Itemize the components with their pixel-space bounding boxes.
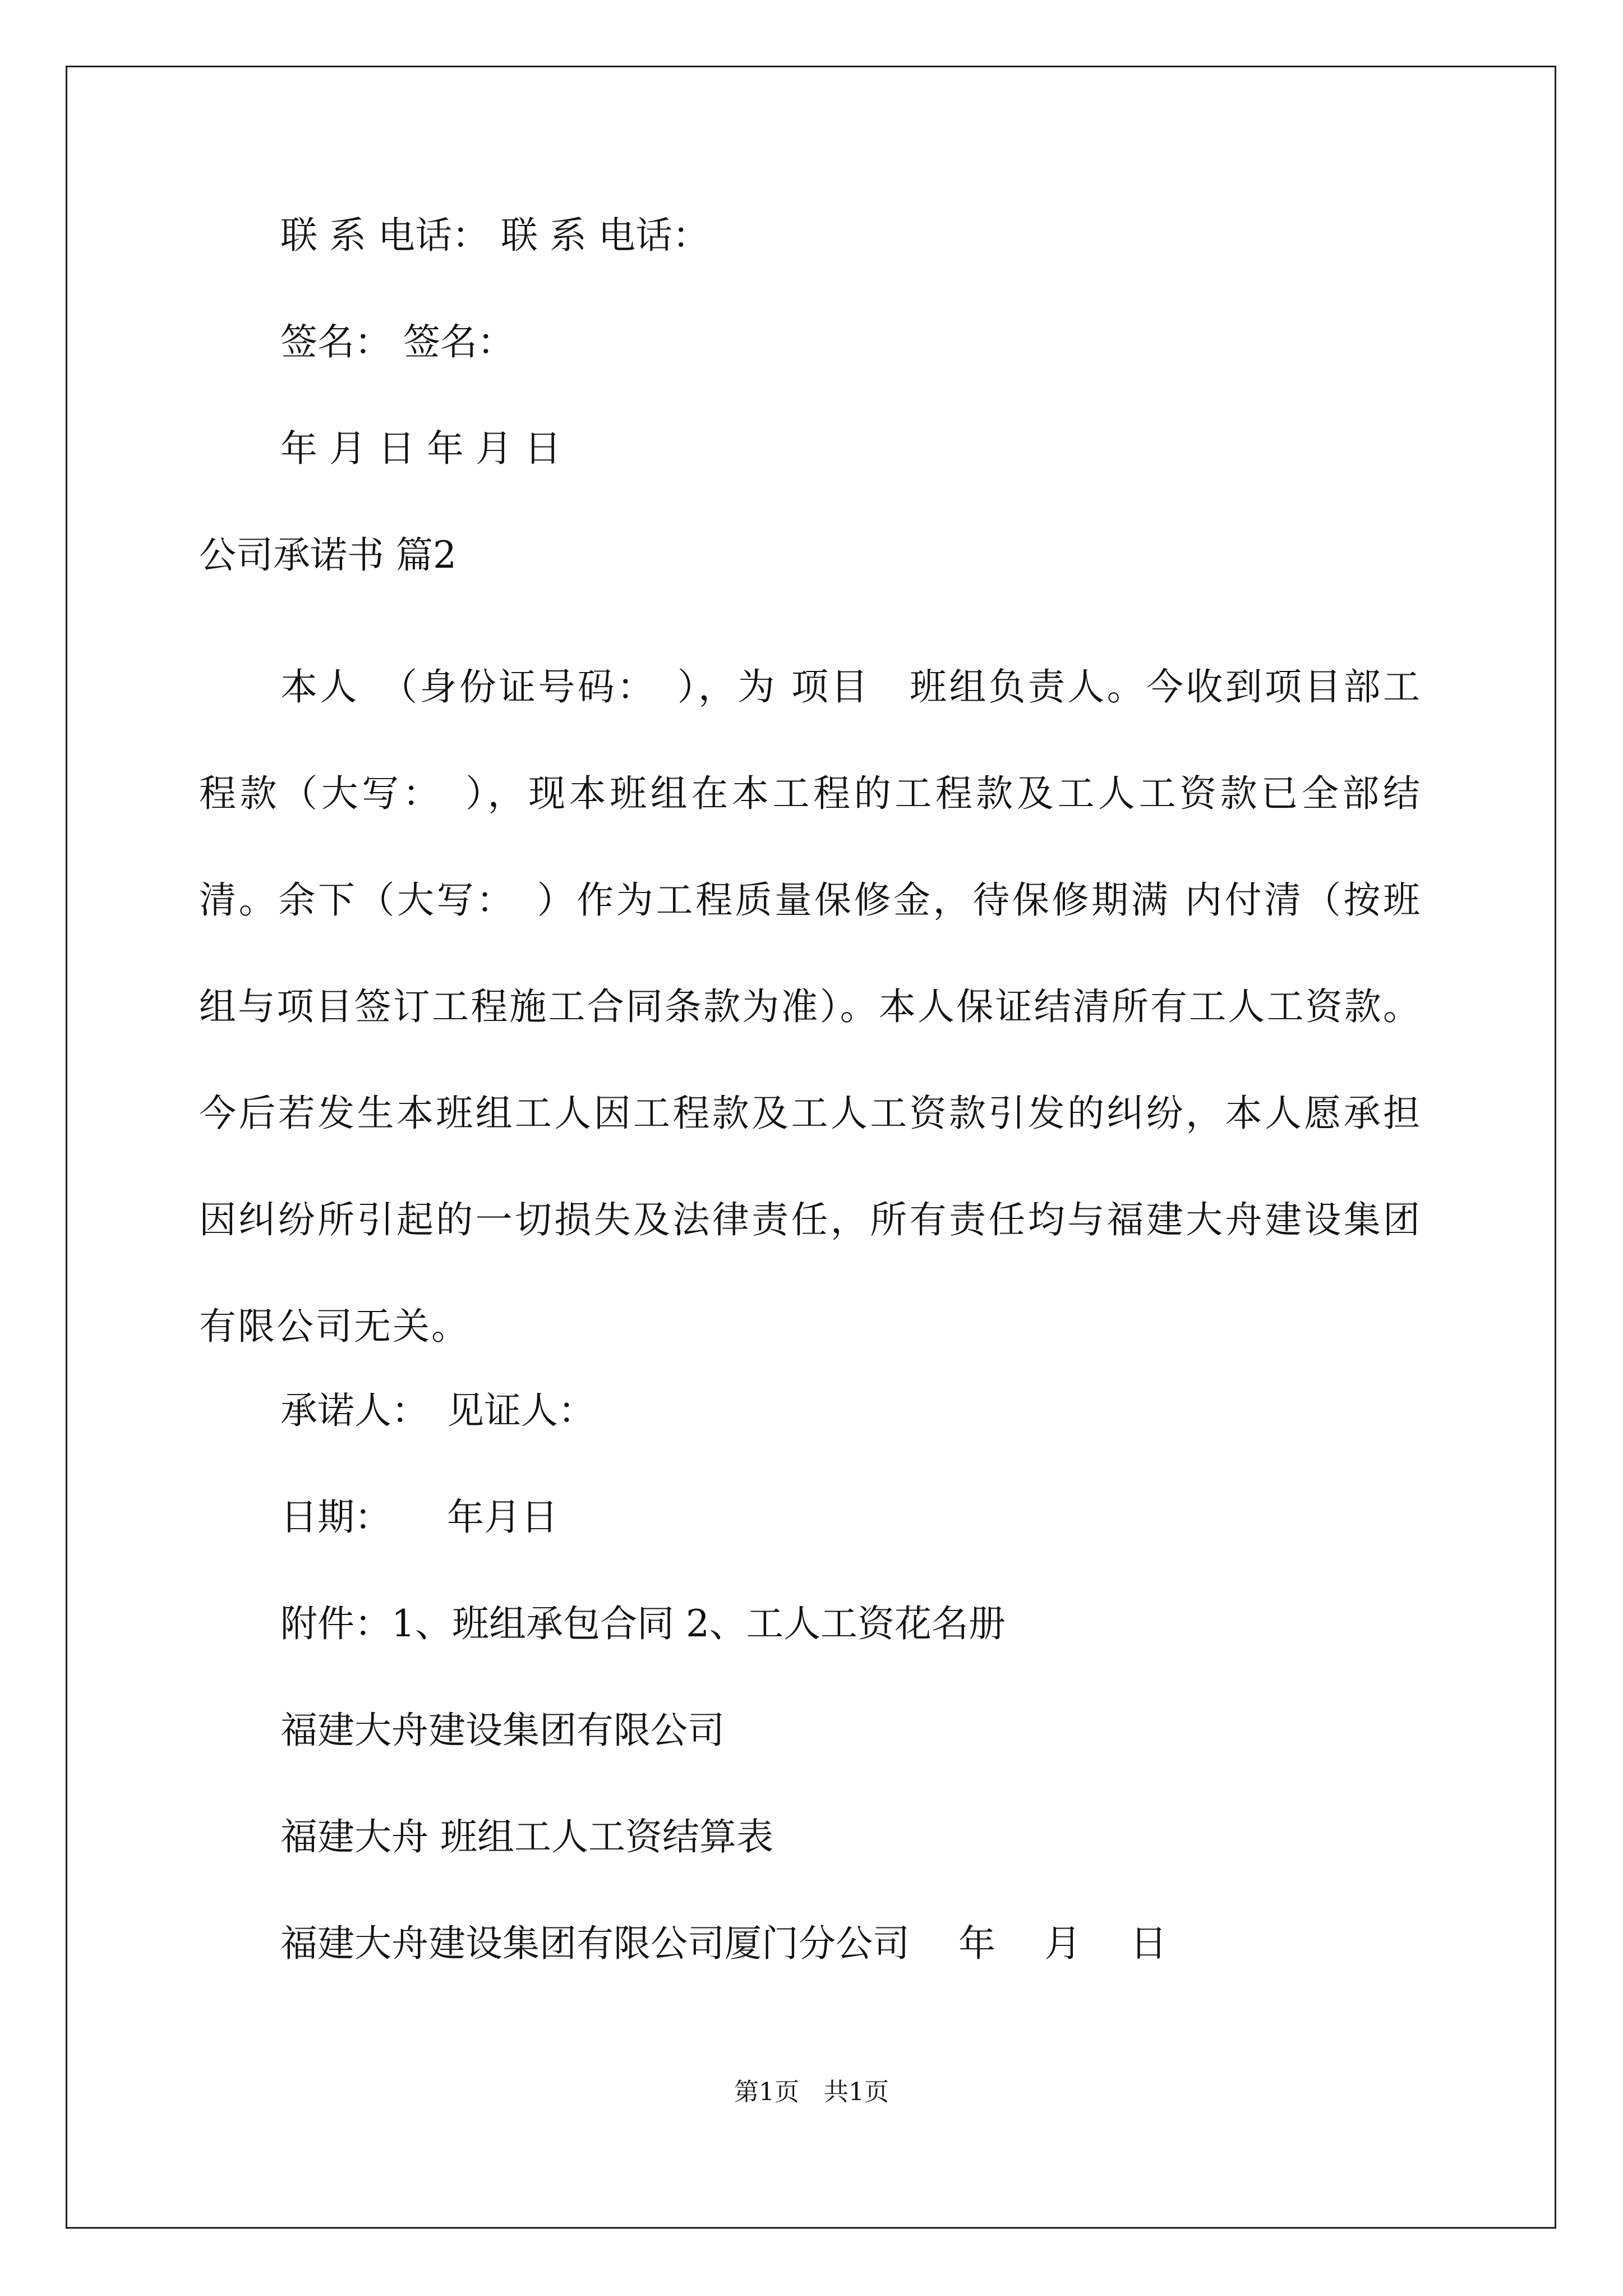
promisor-witness-line: 承诺人： 见证人：: [280, 1389, 595, 1432]
contact-phone-line: 联 系 电话： 联 系 电话：: [280, 214, 709, 257]
attachments-line: 附件：1、班组承包合同 2、工人工资花名册: [280, 1602, 1006, 1645]
signature-line: 签名： 签名：: [280, 320, 514, 364]
wage-settlement-title: 福建大舟 班组工人工资结算表: [280, 1815, 773, 1858]
page-number-footer: 第1页 共1页: [734, 2078, 889, 2106]
date-line: 日期： 年月日: [280, 1496, 558, 1539]
commitment-paragraph: 本人 （身份证号码： ），为 项目 班组负责人。今收到项目部工程款（大写： ），现本班组在本工程的工程款及工人工资款已全部结清。余下（大写： ）作为工程质量保修金，待保修期满 内付清（按班组与项目签订工程施工合同条款为准）。本人保证结清所有工人工资款。今后若发生本班组工人因工程款及工人工资款引发的纠纷，本人愿承担因纠纷所引起的一切损失及法律责任，所有责任均与福建大舟建设集团有限公司无关。: [199, 665, 1422, 1348]
branch-date-line: 福建大舟建设集团有限公司厦门分公司 年 月 日: [280, 1922, 1167, 1965]
company-name-line: 福建大舟建设集团有限公司: [280, 1709, 725, 1752]
date-line-top: 年 月 日 年 月 日: [280, 427, 561, 470]
section-heading: 公司承诺书 篇2: [199, 533, 457, 577]
